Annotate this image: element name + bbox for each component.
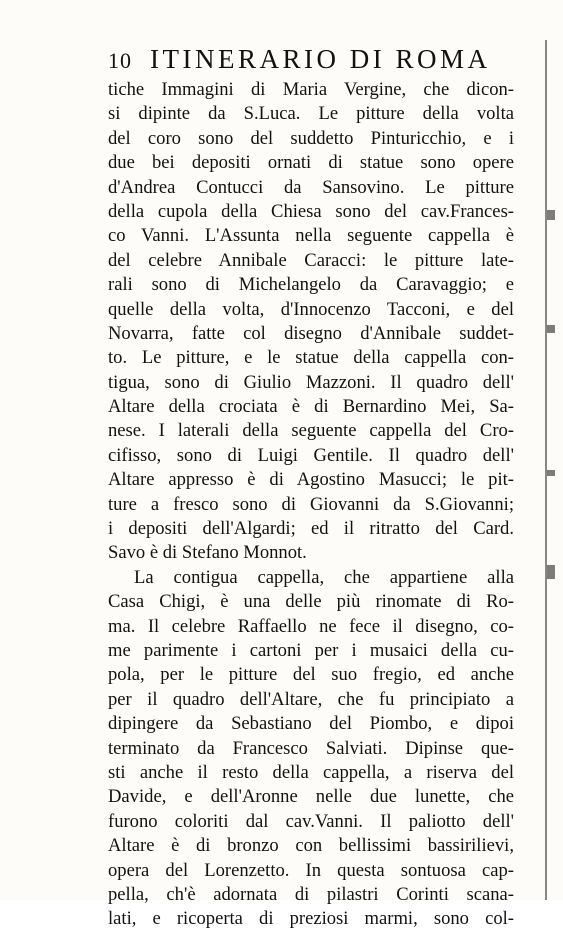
text-line: Altare della crociata è di Bernardino Mei, Sa- [108, 396, 514, 418]
gutter-mark [547, 565, 555, 579]
gutter-mark [547, 325, 555, 333]
text-line: tigua, sono di Giulio Mazzoni. Il quadro dell' [108, 371, 514, 393]
text-line: pola, per le pitture del suo fregio, ed anche [108, 664, 514, 686]
text-line: pella, ch'è adornata di pilastri Corinti scana- [108, 883, 514, 905]
text-line: tiche Immagini di Maria Vergine, che dicon- [108, 79, 514, 100]
text-line: Casa Chigi, è una delle più rinomate di Ro- [108, 591, 514, 613]
text-line: to. Le pitture, e le statue della cappella con- [108, 347, 514, 369]
text-line: opera del Lorenzetto. In questa sontuosa cap- [108, 859, 514, 881]
text-line: del celebre Annibale Caracci: le pitture late- [108, 249, 514, 271]
text-line: due bei depositi ornati di statue sono opere [108, 152, 514, 174]
text-line: della cupola della Chiesa sono del cav.Frances- [108, 200, 514, 222]
text-line: dipingere da Sebastiano del Piombo, e dipoi [108, 713, 514, 735]
text-line: Altare appresso è di Agostino Masucci; le pit- [108, 469, 514, 491]
text-line: quelle della volta, d'Innocenzo Tacconi, e del [108, 298, 514, 320]
text-line: Novarra, fatte col disegno d'Annibale suddet- [108, 322, 514, 344]
text-line: rali sono di Michelangelo da Caravaggio; e [108, 274, 514, 296]
body-text [108, 78, 514, 932]
text-line: Altare è di bronzo con bellissimi bassirilievi, [108, 835, 514, 857]
text-line: co Vanni. L'Assunta nella seguente cappella è [108, 225, 514, 247]
text-line: cifisso, sono di Luigi Gentile. Il quadro dell' [108, 444, 514, 466]
text-line: sti anche il resto della cappella, a riserva del [108, 761, 514, 783]
text-line: i depositi dell'Algardi; ed il ritratto del Card. [108, 518, 514, 540]
text-line: si dipinte da S.Luca. Le pitture della volta [108, 103, 514, 125]
text-line: terminato da Francesco Salviati. Dipinse que- [108, 737, 514, 759]
text-line: furono coloriti dal cav.Vanni. Il paliotto dell' [108, 810, 514, 832]
text-line: me parimente i cartoni per i musaici della cu- [108, 639, 514, 661]
text-line: La contigua cappella, che appartiene alla [134, 566, 514, 588]
running-head: ITINERARIO DI ROMA [150, 44, 491, 74]
gutter-mark [547, 470, 555, 476]
page-header [108, 44, 498, 78]
text-line: Davide, e dell'Aronne nelle due lunette, che [108, 786, 514, 808]
text-line: per il quadro dell'Altare, che fu principiato a [108, 688, 514, 710]
text-line: d'Andrea Contucci da Sansovino. Le pitture [108, 176, 514, 198]
gutter-mark [547, 210, 555, 220]
text-line: del coro sono del suddetto Pinturicchio, e i [108, 127, 514, 149]
page-number: 10 [108, 48, 132, 73]
text-line: Savo è di Stefano Monnot. [108, 542, 307, 564]
text-line: ma. Il celebre Raffaello ne fece il disegno, co- [108, 615, 514, 637]
text-line: nese. I laterali della seguente cappella del Cro- [108, 420, 514, 442]
gutter-marks [545, 0, 557, 900]
text-line: ture a fresco sono di Giovanni da S.Giovanni; [108, 493, 514, 515]
text-line: lati, e ricoperta di preziosi marmi, sono col- [108, 908, 514, 930]
